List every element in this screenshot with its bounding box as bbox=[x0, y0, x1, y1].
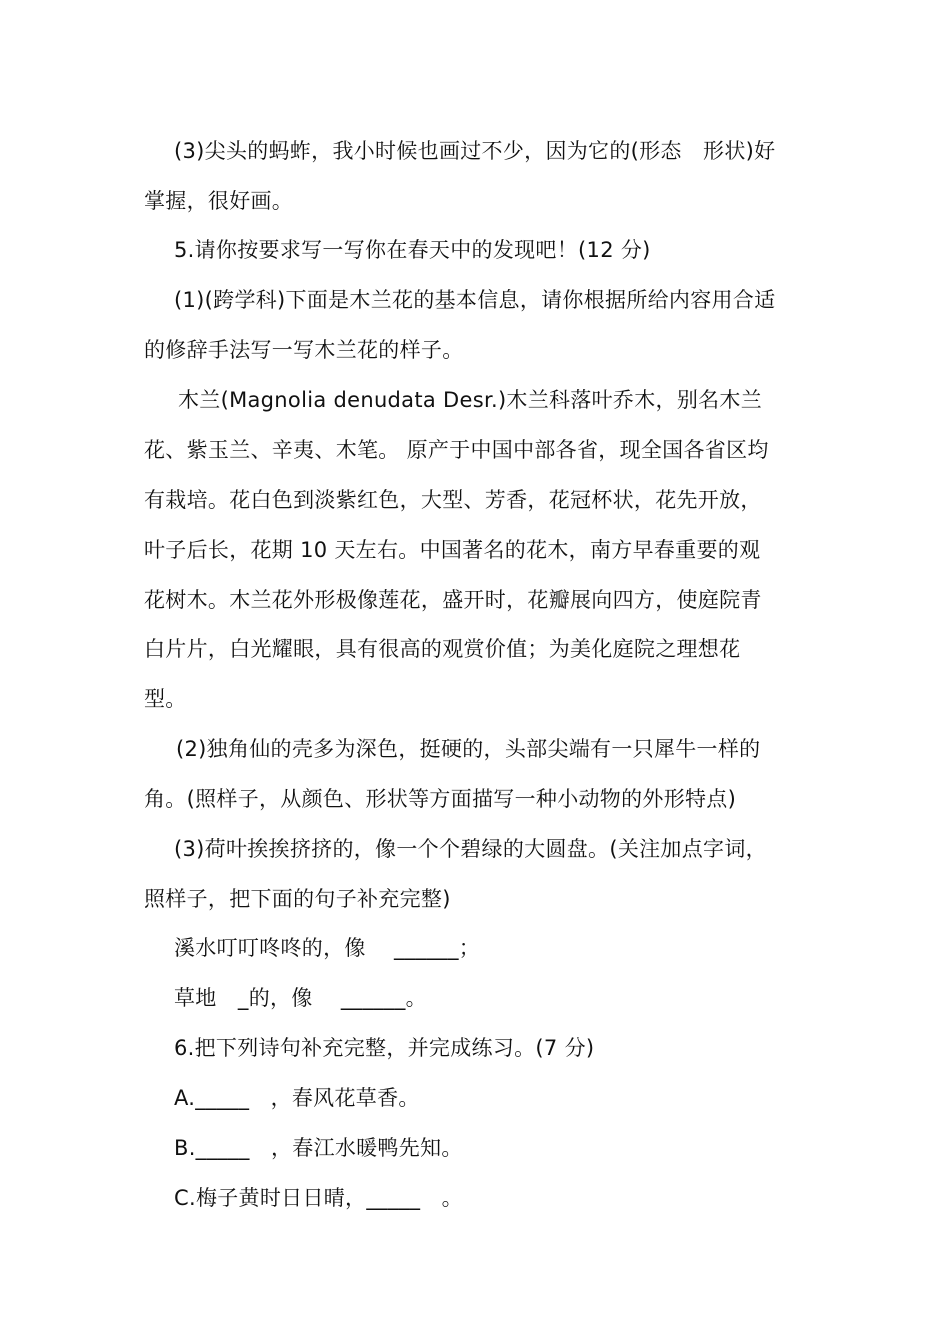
text-line: 5.请你按要求写一写你在春天中的发现吧！(12 分) bbox=[174, 238, 651, 262]
text-line: 草地 _的，像 ______。 bbox=[174, 986, 427, 1010]
text-line: 花、紫玉兰、辛夷、木笔。 原产于中国中部各省，现全国各省区均 bbox=[144, 438, 769, 462]
text-line: 角。(照样子，从颜色、形状等方面描写一种小动物的外形特点) bbox=[144, 787, 737, 811]
text-line: A._____ ，春风花草香。 bbox=[174, 1086, 420, 1110]
text-line: (3)尖头的蚂蚱，我小时候也画过不少，因为它的(形态 形状)好 bbox=[174, 139, 776, 163]
text-line: (1)(跨学科)下面是木兰花的基本信息，请你根据所给内容用合适 bbox=[174, 288, 776, 312]
text-line: 木兰(Magnolia denudata Desr.)木兰科落叶乔木，别名木兰 bbox=[178, 388, 763, 412]
text-line: C.梅子黄时日日晴，_____ 。 bbox=[174, 1186, 463, 1210]
text-line: B._____ ，春江水暖鸭先知。 bbox=[174, 1136, 463, 1160]
text-line: (2)独角仙的壳多为深色，挺硬的，头部尖端有一只犀牛一样的 bbox=[176, 737, 761, 761]
text-line: 6.把下列诗句补充完整，并完成练习。(7 分) bbox=[174, 1036, 595, 1060]
text-line: 掌握，很好画。 bbox=[144, 189, 294, 213]
text-line: 型。 bbox=[144, 687, 187, 711]
text-line: 有栽培。花白色到淡紫红色，大型、芳香，花冠杯状，花先开放， bbox=[144, 488, 762, 512]
text-line: (3)荷叶挨挨挤挤的，像一个个碧绿的大圆盘。(关注加点字词， bbox=[174, 837, 767, 861]
text-line: 白片片，白光耀眼，具有很高的观赏价值；为美化庭院之理想花 bbox=[144, 637, 741, 661]
text-line: 溪水叮叮咚咚的，像 ______； bbox=[174, 936, 481, 960]
text-line: 花树木。木兰花外形极像莲花，盛开时，花瓣展向四方，使庭院青 bbox=[144, 588, 762, 612]
text-line: 叶子后长，花期 10 天左右。中国著名的花木，南方早春重要的观 bbox=[144, 538, 761, 562]
text-line: 的修辞手法写一写木兰花的样子。 bbox=[144, 338, 464, 362]
text-line: 照样子，把下面的句子补充完整) bbox=[144, 887, 451, 911]
